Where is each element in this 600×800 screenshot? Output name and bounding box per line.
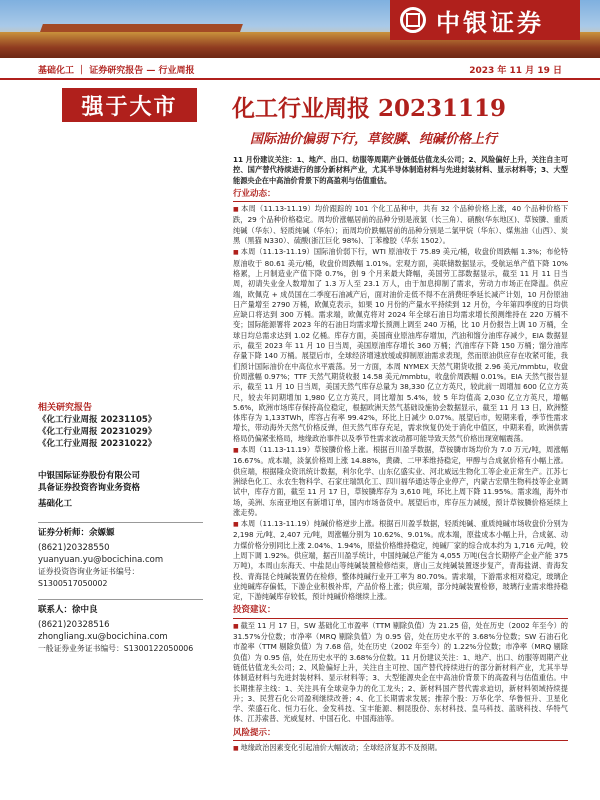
analyst-2 [38, 595, 203, 655]
paragraph: ■ 截至 11 月 17 日，SW 基础化工市盈率（TTM 剔除负值）为 21.25 倍，处在历史（2002 年至今）的 31.57%分位数；市净率（MRQ 剔除负值）为 0.95 倍，处在历史水平的 3.68%分位数；SW 石油石化市盈率（TTM 剔除负值）为 7.68 倍，处在历史（2002 年至今）的 1.22%分位数；市净率（MRQ 剔除负值）为 0.95 倍，处在历史水平的 3.68%分位数。11 月份建议关注：1、地产、出口、纺服等周期产业链低估值龙头公司；2、风险偏好上升，关注自主可控、国产替代持续进行的部分新材料产业，尤其半导体制造材料与先进封装材料、显示材料等；3、大型能源央企在中高油价背景下的高盈利与估值重估。中长期推荐主线：1、关注具有全球竞争力的化工龙头；2、新材料国产替代需求迫切，新材料领域持续提升；3、民营石化公司盈利继续改善；4、化工长期需求发展；推荐个股：万华化学、华鲁恒升、卫星化学、荣盛石化、恒力石化、金发科技、宝丰能源、桐昆股份、东材科技、皇马科技、蓝晓科技、华特气体、江苏索普、光威复材、中国石化、中国海油等。 [233, 621, 568, 725]
analyst-2-email[interactable]: zhongliang.xu@bocichina.com [38, 632, 168, 642]
report-date: 2023 年 11 月 19 日 [469, 66, 562, 76]
analyst-2-title: 联系人：徐中良 [38, 605, 98, 615]
analyst-1-title: 证券分析师：余嫄嫄 [38, 528, 115, 538]
section-rule [233, 201, 568, 202]
paragraph: ■ 本周（11.13-11.19）纯碱价格逆步上涨。根据百川盈孚数据，轻质纯碱、重质纯碱市场收盘价分别为 2,198 元/吨、2,407 元/吨，周涨幅分别为 10.62%、9.01%。成本端，原盐成本小幅上升，合成氨、动力煤价格分别同比上涨 2.04%、1.94%，原盐价格维持稳定，纯碱厂家的综合成本约为 1,716 元/吨，较上周下调 1.92%。供应端，据百川盈孚统计，中国纯碱总产能为 4,055 万吨(包含长期停产企业产能 375 万吨)，本周山东海天、中盐昆山等纯碱装置检修结束，唐山三友纯碱装置逐步复产，青海盐湖、青海发投、青海昆仑纯碱装置仍在检修，整体纯碱行业开工率为 80.70%。需求端，下游需求相对稳定，玻璃企业纯碱库存偏低，下游企业积极补库，产品价格上涨；供应端，部分纯碱装置检修，玻璃行业需求维持稳定，下游纯碱库存较低，预计纯碱价格继续上涨。 [233, 519, 568, 602]
sub-header [0, 58, 600, 80]
related-title: 相关研究报告 [38, 403, 93, 413]
section-industry-dynamics: 行业动态： [233, 188, 276, 199]
rating-badge: 强于大市 [62, 88, 197, 122]
related-item[interactable]: 《化工行业周报 20231105》 [38, 415, 157, 425]
section-rule [233, 618, 568, 619]
sector-label: 基础化工 [38, 499, 73, 509]
firm-info [38, 470, 203, 510]
analyst-2-cert: 一般证券业务证书编号：S1300122050006 [38, 644, 194, 653]
firm-qualification: 具备证券投资咨询业务资格 [38, 483, 141, 493]
logo-text: 中银证券 [436, 8, 544, 37]
firm-name: 中银国际证券股份有限公司 [38, 471, 141, 481]
bank-logo-icon [400, 7, 426, 33]
breadcrumb: 基础化工 ｜ 证券研究报告 — 行业周报 [38, 66, 195, 76]
section-risk: 风险提示： [233, 727, 276, 738]
analyst-1-phone: (8621)20328550 [38, 543, 110, 553]
page-subtitle: 国际油价偏弱下行，草铵膦、纯碱价格上行 [250, 132, 498, 147]
lead-summary: 11 月份建议关注：1、地产、出口、纺服等周期产业链低估值龙头公司；2、风险偏好上升，关注自主可控、国产替代持续进行的部分新材料产业，尤其半导体制造材料与先进封装材料、显示材料等；3、大型能源央企在中高油价背景下的高盈利与估值重估。 [233, 155, 568, 185]
paragraph: ■ 地缘政治因素变化引起油价大幅波动；全球经济复苏不及预期。 [233, 743, 568, 754]
analyst-1-email[interactable]: yuanyuan.yu@bocichina.com [38, 555, 164, 565]
section-rule [233, 740, 568, 741]
related-item[interactable]: 《化工行业周报 20231022》 [38, 439, 157, 449]
company-logo [390, 0, 580, 40]
paragraph: ■ 本周（11.13-11.19）草铵膦价格上涨。根据百川盈孚数据，草铵膦市场均价为 7.0 万元/吨，周涨幅 16.67%。成本端，淡氯价格周上涨 14.88%，黄磷、二甲苯维持稳定，甲醇与合成氨价格有小幅上涨。供应端，根据隆众资讯统计数据，利尔化学、山东亿盛实业、河北威远生物化工等企业正常生产。江苏七洲绿色化工、永农生物科学、石家庄瑞凯化工、四川福华通达等企业停产，内蒙古宏鼎生物科技等企业调试中，库存方面，截至 11 月 17 日，草铵膦库存为 3,610 吨，环比上周下降 11.95%。需求端，海外市场，美洲、东南亚地区有新增订单，国内市场备货中。展望后市，库存压力减缓，预计草铵膦价格延续上涨走势。 [233, 445, 568, 518]
divider [38, 522, 203, 523]
analyst-2-phone: (8621)20328516 [38, 620, 110, 630]
analyst-1-cert: 证券投资咨询业务证书编号：S1300517050002 [38, 567, 140, 588]
paragraph: ■ 本周（11.13-11.19）国际油价弱下行，WTI 原油收于 75.89 美元/桶，收盘价周跌幅 1.3%；布伦特原油收于 80.61 美元/桶，收盘价周跌幅 1.01%。宏观方面，美联储数据显示，受航运单产值下降 10%格累，上月制造业产值下降 0.7%，创 9 个月来最大降幅，美国劳工部数据显示，截至 11 月 11 日当周，初请失业金人数增加了 1.3 万人至 23.1 万人，由于加息抑制了需求，劳动力市场正在降温。供应端，欧佩克 + 成员国在二季度石油减产后，面对油价走低不得不在消费旺季延长减产计划，10 月份原油日产量增至 2790 万桶，欧佩克表示，如果 10 月份的产量水平持续到 12 月份，今年第四季度的日均供应缺口将达到 300 万桶。需求端，欧佩克将对 2024 年全球石油日均需求增长预测维持在 220 万桶不变；国际能源署将 2023 年的石油日均需求增长预测上调至 240 万桶，比 10 月份报告上调 10 万桶，全球日均总需求达到 1.02 亿桶。库存方面，美国商业原油库存增加，汽油和馏分油库存减少，EIA 数据显示，截至 2023 年 11 月 10 日当周，美国原油库存增长 360 万桶；汽油库存下降 150 万桶；馏分油库存量下降 140 万桶。展望后市，全球经济增速放缓或抑制原油需求表现，然而原油供应存在收紧可能，我们预计国际油价在中高位水平震荡。另一方面，本周 NYMEX 天然气期货收报 2.96 美元/mmbtu，收盘价周涨幅 0.97%；TTF 天然气期货收报 14.58 美元/mmbtu，收盘价周跌幅 0.01%。EIA 天然气报告显示，截至 11 月 10 日当周，美国天然气库存总量为 38,330 亿立方英尺，较此前一周增加 600 亿立方英尺，较去年同期增加 1,980 亿立方英尺，同比增加 5.4%，较 5 年均值高 2,030 亿立方英尺，增幅 5.6%，欧洲市场库存保持高位稳定，根据欧洲天然气基础设施协会数据显示，截至 11 月 13 日，欧洲整体库存为 1,133TWh，库容占有率 99.42%，环比上日减少 0.07%。展望后市，短期来看，季节性需求增长，带动海外天然气价格反弹，但天然气库存充足，需求恢复仍处于消化中值区，中期来看，欧洲供需格局仍偏紧张格局，地缘政治事件以及季节性需求波动都可能导致天然气价格出现宽幅震荡。 [233, 247, 568, 444]
page-title: 化工行业周报 20231119 [232, 95, 507, 122]
divider [38, 599, 203, 600]
section-investment-advice: 投资建议： [233, 605, 276, 616]
related-reports [38, 402, 203, 450]
header-banner [0, 0, 600, 58]
related-item[interactable]: 《化工行业周报 20231029》 [38, 427, 157, 437]
paragraph: ■ 本周（11.13-11.19）均价跟踪的 101 个化工品种中，共有 32 个品种价格上涨，40 个品种价格下跌，29 个品种价格稳定。周均价涨幅居前的品种分别是液氯（长三角）、硝酸(华东地区)、草铵膦、重质纯碱（华东）、轻质纯碱（华东）；而周均价跌幅居前的品种分别是二氯甲烷（华东）、煤焦油（山西）、炭黑（黑猫 N330）、硫酸(浙江巨化 98%)、丁苯橡胶（华东 1502）。 [233, 204, 568, 246]
analyst-1 [38, 518, 203, 590]
main-content [233, 154, 568, 755]
